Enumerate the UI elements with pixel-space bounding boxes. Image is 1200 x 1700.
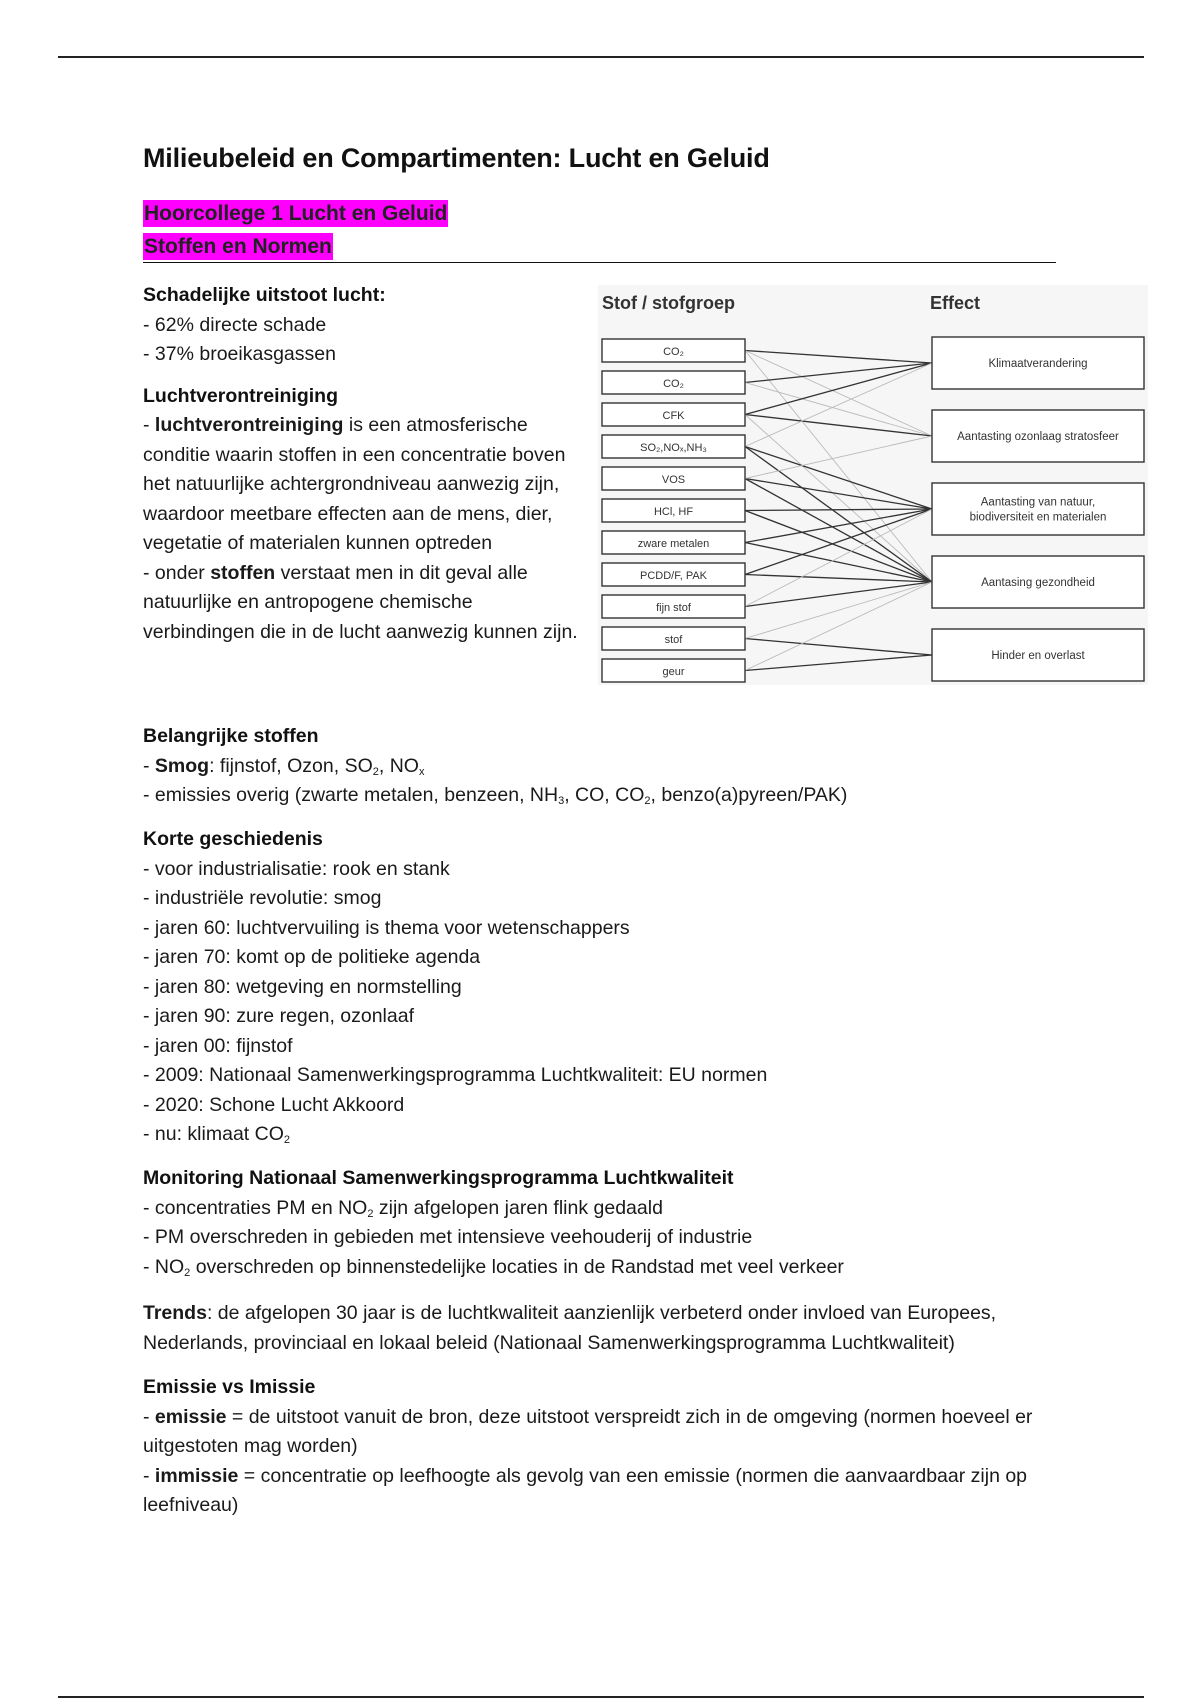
effect-label: Klimaatverandering (988, 358, 1088, 370)
stof-label: SO₂,NOₓ,NH₃ (640, 442, 707, 454)
term: luchtverontreiniging (154, 414, 344, 436)
stof-label: VOS (661, 474, 686, 486)
emissie-section (143, 1373, 1073, 1521)
emissie-heading: Emissie vs Imissie (143, 1376, 316, 1398)
stof-label: fijn stof (656, 602, 691, 614)
list-item: - jaren 00: fijnstof (143, 1034, 293, 1057)
smog-line: - Smog: fijnstof, Ozon, $SO_2$, $NO_x$ (143, 754, 425, 778)
top-rule (58, 56, 1144, 58)
list-item: - voor industrialisatie: rook en stank (143, 857, 450, 880)
belangrijke-stoffen-section (143, 722, 1073, 811)
effect-label: Aantasing gezondheid (981, 577, 1095, 589)
list-item: - industriële revolutie: smog (143, 887, 382, 909)
stof-label: PCDD/F, PAK (639, 570, 708, 582)
effect-label: Aantasting ozonlaag stratosfeer (957, 431, 1119, 443)
stof-effect-diagram (598, 285, 1148, 685)
list-item: - 2020: Schone Lucht Akkoord (143, 1093, 405, 1116)
trends-paragraph: Trends: de afgelopen 30 jaar is de luchtkwaliteit aanzienlijk verbeterd onder invloed van Europees, Nederlands, provinciaal en lokaal beleid (Nationaal Samenwerkingsprogramma Luchtkwaliteit) (143, 1302, 997, 1354)
bottom-rule (58, 1696, 1144, 1698)
stof-label: stof (664, 634, 683, 646)
heading-rule (143, 262, 1056, 263)
effect-label: Aantasting van natuur, (980, 496, 1096, 509)
stof-label: geur (662, 666, 685, 678)
stof-label: CFK (662, 410, 685, 422)
list-item: - jaren 70: komt op de politieke agenda (143, 946, 481, 968)
list-item: - 2009: Nationaal Samenwerkingsprogramma Luchtkwaliteit: EU normen (143, 1064, 768, 1086)
effect-label: Hinder en overlast (991, 650, 1085, 662)
luchtverontreiniging-heading: Luchtverontreiniging (143, 384, 338, 407)
uitstoot-heading: Schadelijke uitstoot lucht: (143, 284, 386, 306)
geschiedenis-heading: Korte geschiedenis (143, 828, 323, 850)
uitstoot-item: - 37% broeikasgassen (143, 343, 336, 365)
effect-label: biodiversiteit en materialen (969, 511, 1107, 524)
effect-box (932, 483, 1144, 535)
list-item: - PM overschreden in gebieden met intensieve veehouderij of industrie (143, 1226, 753, 1248)
uitstoot-item: - 62% directe schade (143, 313, 327, 336)
korte-geschiedenis-section (143, 825, 1073, 1150)
highlight-lecture: Hoorcollege 1 Lucht en Geluid (144, 202, 448, 225)
immissie-definition: - immissie = concentratie op leefhoogte als gevolg van een emissie (normen die aanvaardbaar zijn op leefniveau) (143, 1464, 1028, 1516)
trends-section (143, 1299, 1073, 1358)
list-item: - nu: klimaat $CO_2$ (143, 1123, 290, 1146)
highlight-topic: Stoffen en Normen (144, 235, 332, 258)
list-item: - jaren 80: wetgeving en normstelling (143, 975, 462, 998)
stof-label: HCl, HF (653, 506, 694, 518)
term: stoffen (210, 561, 276, 584)
stof-label: CO₂ (663, 378, 684, 390)
left-column (143, 281, 583, 647)
emissies-overig-line: - emissies overig (zwarte metalen, benzeen, $NH_3$, CO, $CO_2$, benzo(a)pyreen/PAK) (143, 784, 848, 807)
list-item: - $NO_2$ overschreden op binnenstedelijke locaties in de Randstad met veel verkeer (143, 1255, 844, 1279)
diagram-right-header: Effect (930, 293, 981, 313)
list-item: - jaren 60: luchtvervuiling is thema voor wetenschappers (143, 916, 630, 939)
list-item: - jaren 90: zure regen, ozonlaaf (143, 1005, 415, 1027)
monitoring-heading: Monitoring Nationaal Samenwerkingsprogramma Luchtkwaliteit (143, 1167, 734, 1189)
monitoring-section (143, 1164, 1073, 1282)
stof-label: zware metalen (637, 538, 710, 550)
stof-label: CO₂ (663, 346, 684, 358)
emissie-definition: - emissie = de uitstoot vanuit de bron, deze uitstoot verspreidt zich in de omgeving (normen hoeveel er uitgestoten mag worden) (143, 1405, 1033, 1457)
diagram-left-header: Stof / stofgroep (602, 293, 735, 313)
document-title: Milieubeleid en Compartimenten: Lucht en Geluid (143, 143, 770, 173)
luchtverontreiniging-definition: - luchtverontreiniging is een atmosferische conditie waarin stoffen in een concentratie boven het natuurlijke achtergrondniveau aanwezig zijn, waardoor meetbare effecten aan de mens, dier, vegetatie of materialen kunnen optreden (143, 414, 566, 554)
list-item: - concentraties PM en $NO_2$ zijn afgelopen jaren flink gedaald (143, 1196, 663, 1220)
stoffen-definition: - onder stoffen verstaat men in dit geval alle natuurlijke en antropogene chemische verbindingen die in de lucht aanwezig kunnen zijn. (143, 561, 578, 643)
belangrijke-stoffen-heading: Belangrijke stoffen (143, 725, 319, 747)
